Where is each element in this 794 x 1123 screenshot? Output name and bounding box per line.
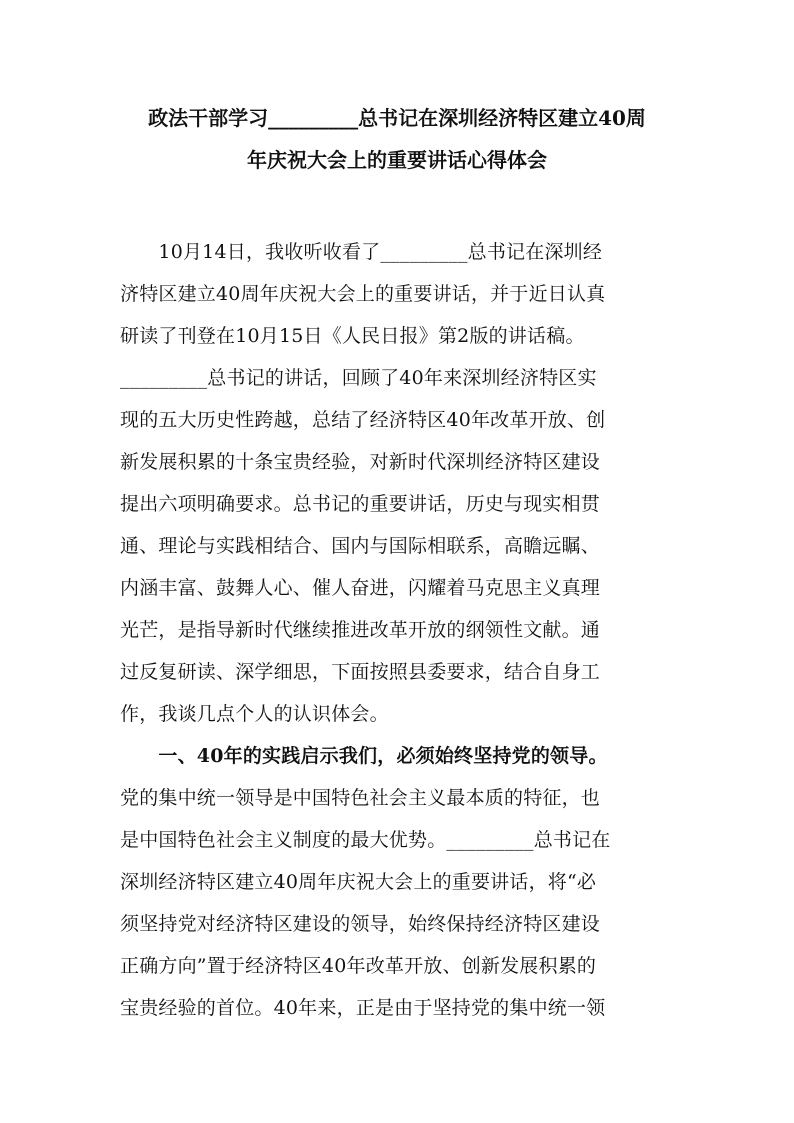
- body-line: 新发展积累的十条宝贵经验，对新时代深圳经济特区建设: [120, 451, 601, 473]
- body-line: _________总书记的讲话，回顾了40年来深圳经济特区实: [120, 367, 597, 389]
- body-line: 10月14日，我收听收看了_________总书记在深圳经: [120, 241, 603, 263]
- section-heading-1: 一、40年的实践启示我们，必须始终坚持党的领导。: [120, 745, 608, 767]
- document-title-line-2: 年庆祝大会上的重要讲话心得体会: [247, 148, 547, 172]
- body-line: 作，我谈几点个人的认识体会。: [120, 703, 389, 725]
- body-line: 光芒，是指导新时代继续推进改革开放的纲领性文献。通: [120, 619, 601, 641]
- body-line: 深圳经济特区建立40周年庆祝大会上的重要讲话，将“必: [120, 871, 597, 893]
- body-line: 研读了刊登在10月15日《人民日报》第2版的讲话稿。: [120, 325, 585, 347]
- body-line: 通、理论与实践相结合、国内与国际相联系，高瞻远瞩、: [120, 535, 601, 557]
- body-line: 现的五大历史性跨越，总结了经济特区40年改革开放、创: [120, 409, 606, 431]
- document-title-line-1: 政法干部学习_________总书记在深圳经济特区建立40周: [148, 106, 646, 130]
- body-line: 正确方向”置于经济特区40年改革开放、创新发展积累的: [120, 955, 597, 977]
- body-line: 内涵丰富、鼓舞人心、催人奋进，闪耀着马克思主义真理: [120, 577, 601, 599]
- body-line: 提出六项明确要求。总书记的重要讲话，历史与现实相贯: [120, 493, 601, 515]
- body-line: 党的集中统一领导是中国特色社会主义最本质的特征，也: [120, 787, 601, 809]
- body-line: 过反复研读、深学细思，下面按照县委要求，结合自身工: [120, 661, 601, 683]
- body-line: 须坚持党对经济特区建设的领导，始终保持经济特区建设: [120, 913, 601, 935]
- body-line: 是中国特色社会主义制度的最大优势。_________总书记在: [120, 829, 611, 851]
- body-line: 宝贵经验的首位。40年来，正是由于坚持党的集中统一领: [120, 997, 606, 1019]
- body-line: 济特区建立40周年庆祝大会上的重要讲话，并于近日认真: [120, 283, 606, 305]
